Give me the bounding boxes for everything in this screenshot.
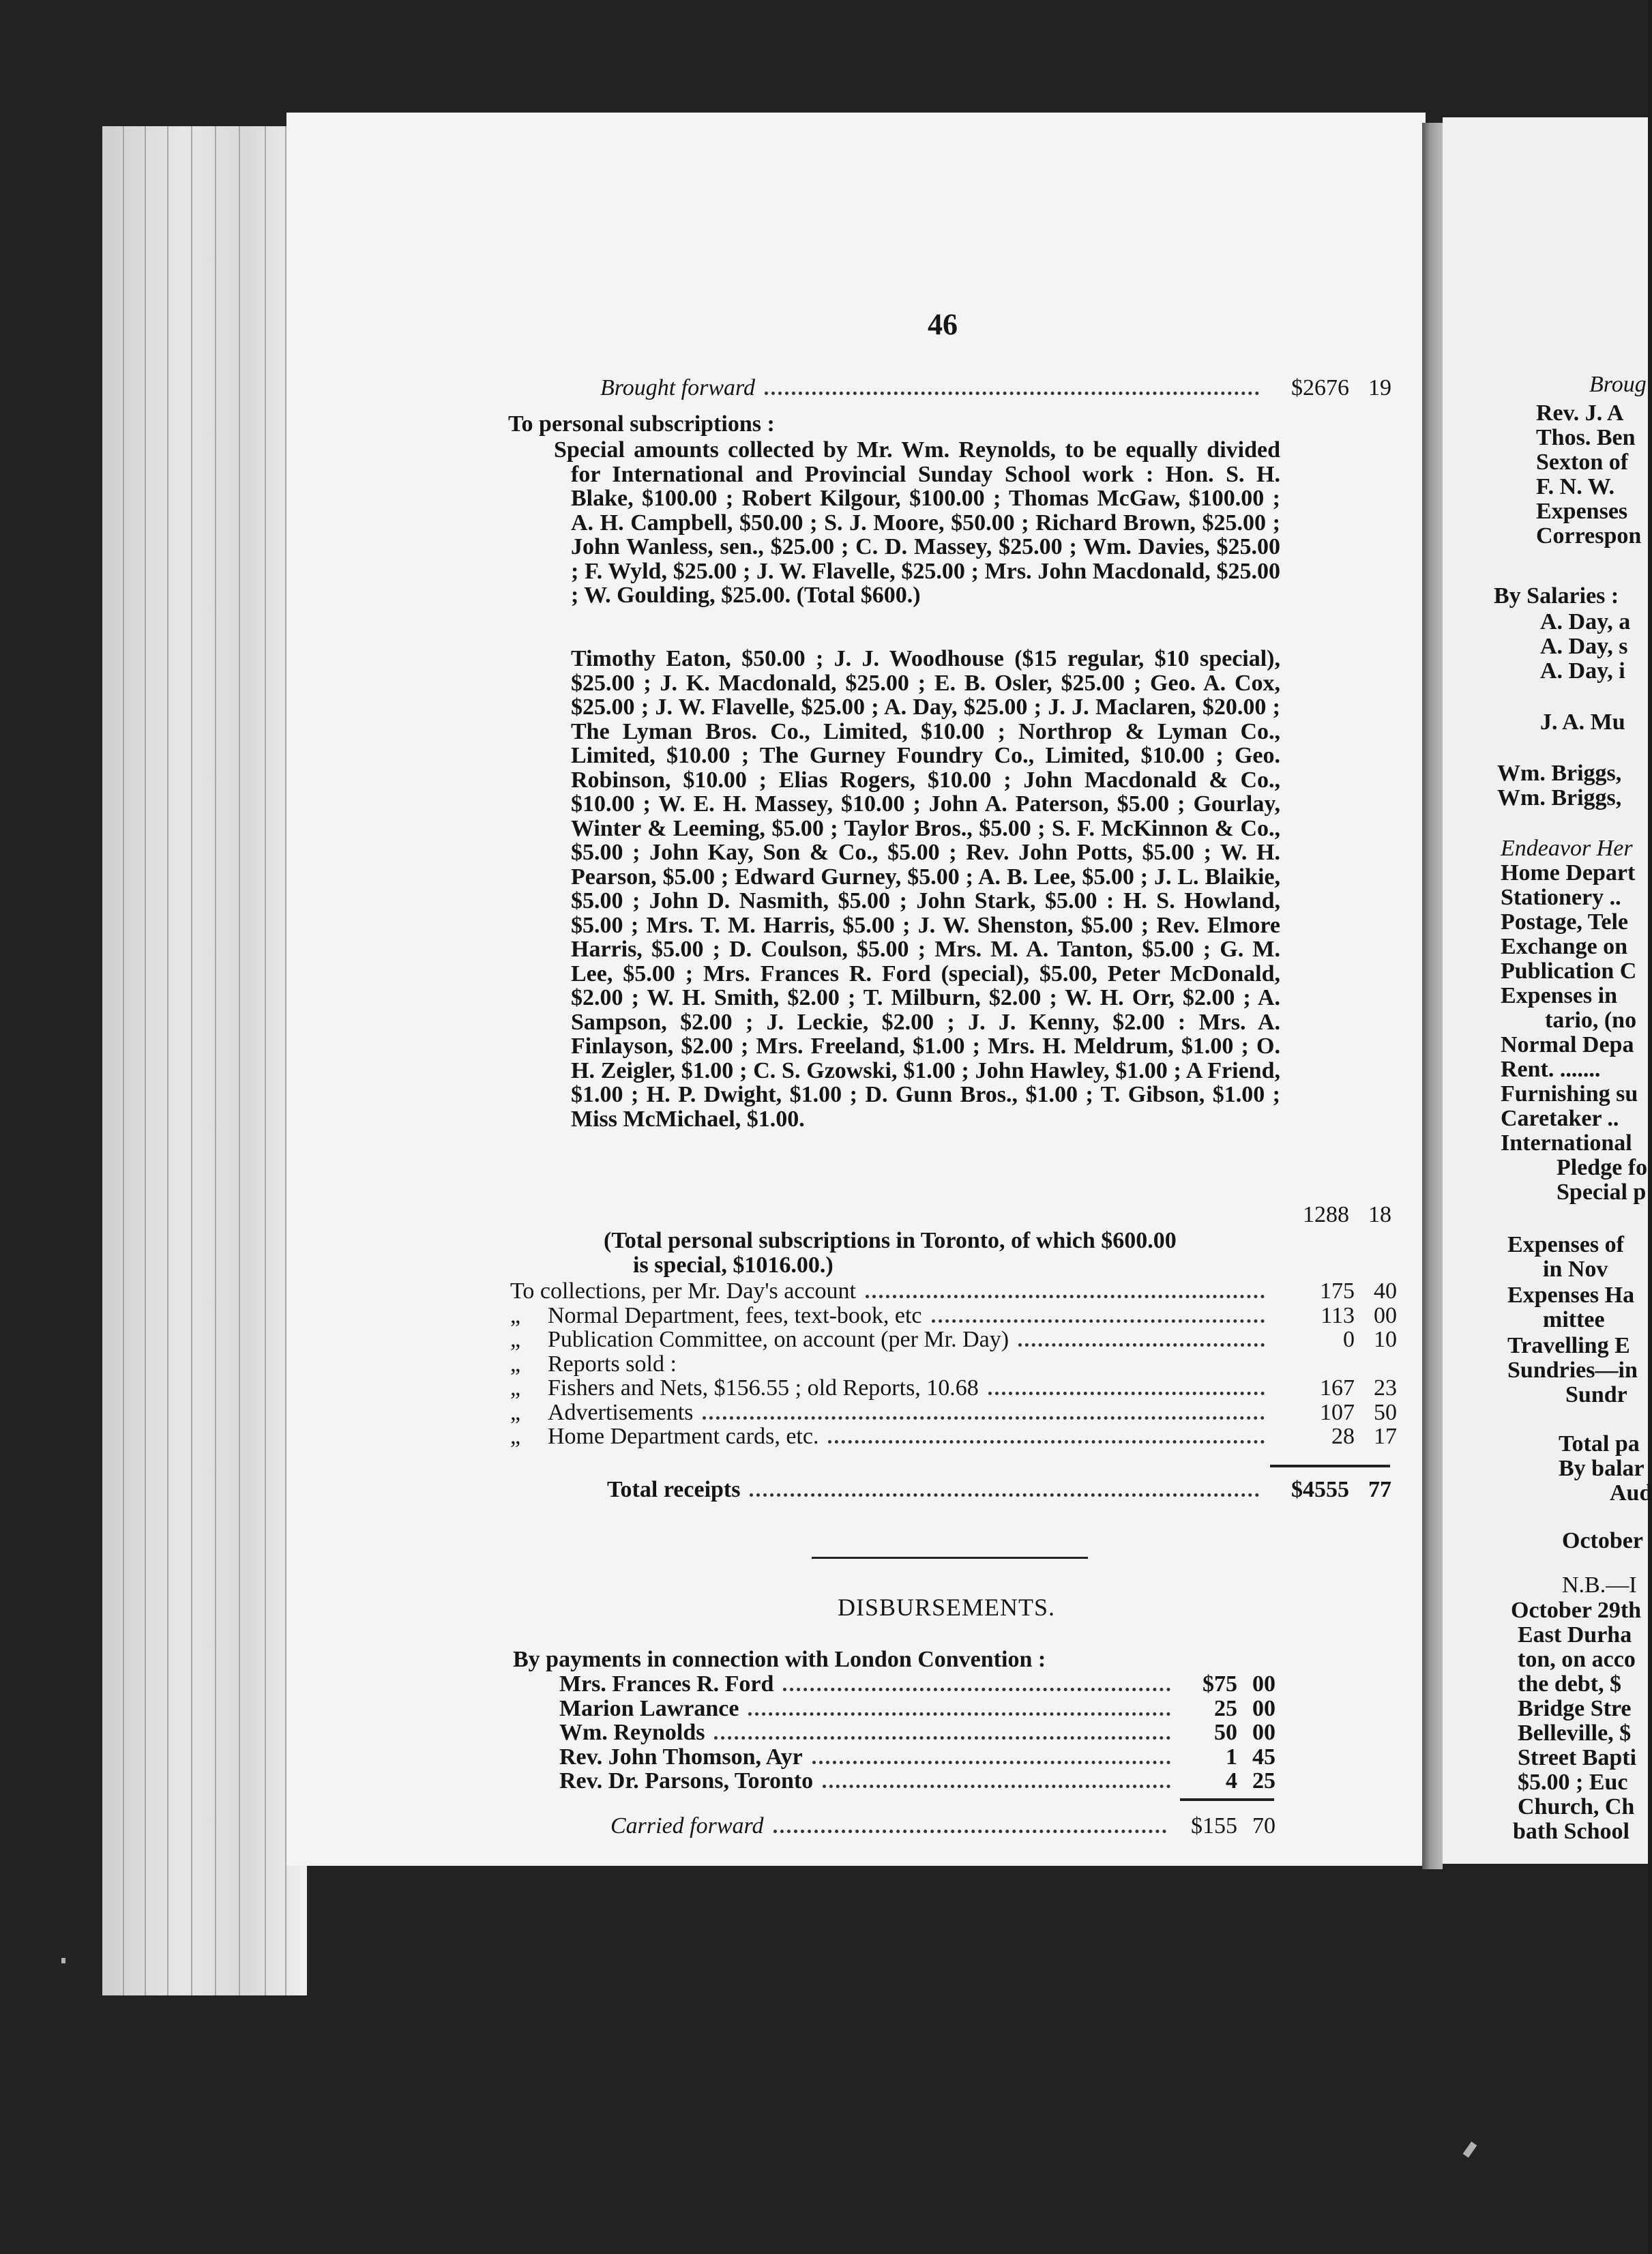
sum-rule bbox=[1270, 1465, 1390, 1467]
payments-list bbox=[559, 1671, 1275, 1793]
right-page-line: the debt, $ bbox=[1518, 1671, 1622, 1697]
right-page-line: mittee bbox=[1543, 1307, 1605, 1332]
right-page-line: October 29th bbox=[1511, 1598, 1642, 1623]
leader-dots bbox=[750, 1493, 1259, 1497]
brought-forward-row bbox=[600, 375, 1391, 403]
leader-dots bbox=[714, 1736, 1170, 1740]
collection-cents: 50 bbox=[1374, 1399, 1397, 1425]
right-page-line: Total pa bbox=[1559, 1431, 1640, 1457]
subscribers-amount-dollars: 1288 bbox=[1303, 1202, 1349, 1227]
right-page-line: in Nov bbox=[1543, 1257, 1608, 1282]
right-page-line: Rent. ....... bbox=[1501, 1057, 1601, 1082]
total-receipts-row bbox=[607, 1477, 1391, 1505]
collection-label: To collections, per Mr. Day's account bbox=[510, 1278, 856, 1304]
payment-cents: 45 bbox=[1252, 1744, 1275, 1770]
collection-label: Home Department cards, etc. bbox=[548, 1424, 819, 1449]
leader-dots bbox=[812, 1761, 1170, 1764]
right-page-line: Postage, Tele bbox=[1501, 909, 1628, 935]
brought-forward-label: Brought forward bbox=[600, 375, 756, 400]
right-page-line: Street Bapti bbox=[1518, 1745, 1637, 1770]
payment-amount bbox=[1180, 1768, 1275, 1794]
payment-label: Wm. Reynolds bbox=[559, 1720, 705, 1745]
total-receipts-dollars: $4555 bbox=[1291, 1477, 1349, 1502]
page-stack-edges bbox=[102, 126, 307, 1995]
payment-dollars: 50 bbox=[1214, 1720, 1237, 1745]
list-item bbox=[559, 1696, 1275, 1721]
right-page-line: A. Day, s bbox=[1540, 634, 1628, 659]
subscribers-amount-cents: 18 bbox=[1368, 1202, 1391, 1227]
list-item bbox=[510, 1278, 1397, 1303]
right-page-line: Normal Depa bbox=[1501, 1032, 1634, 1057]
right-page-line: Belleville, $ bbox=[1518, 1721, 1632, 1746]
right-page-line: East Durha bbox=[1518, 1622, 1632, 1648]
right-page-line: Expenses Ha bbox=[1507, 1283, 1635, 1308]
payment-cents: 00 bbox=[1252, 1671, 1275, 1697]
ditto-mark: „ bbox=[510, 1399, 521, 1425]
ditto-mark: „ bbox=[510, 1327, 521, 1352]
right-page-line: Expenses in bbox=[1501, 983, 1617, 1008]
list-item bbox=[559, 1720, 1275, 1744]
right-page-line: Pledge fo bbox=[1557, 1155, 1648, 1180]
right-page-line: $5.00 ; Euc bbox=[1518, 1770, 1628, 1795]
right-page-line: Stationery .. bbox=[1501, 885, 1621, 910]
right-page-line: Rev. J. A bbox=[1536, 400, 1624, 426]
payment-cents: 25 bbox=[1252, 1768, 1275, 1794]
payment-amount bbox=[1180, 1744, 1275, 1770]
collection-label: Publication Committee, on account (per Mr. Day) bbox=[548, 1327, 1009, 1352]
disbursements-heading: By payments in connection with London Convention : bbox=[513, 1647, 1046, 1672]
leader-dots bbox=[866, 1295, 1265, 1298]
right-page-line: Aud bbox=[1610, 1480, 1652, 1506]
list-item bbox=[510, 1375, 1397, 1400]
payment-label: Rev. Dr. Parsons, Toronto bbox=[559, 1768, 814, 1794]
list-item bbox=[510, 1400, 1397, 1424]
ditto-mark: „ bbox=[510, 1302, 521, 1328]
collection-dollars: 0 bbox=[1343, 1327, 1355, 1352]
collection-cents: 10 bbox=[1374, 1327, 1397, 1352]
collection-dollars: 107 bbox=[1320, 1399, 1355, 1425]
right-page-line: Church, Ch bbox=[1518, 1794, 1635, 1819]
right-page-line: Caretaker .. bbox=[1501, 1106, 1619, 1131]
total-receipts-cents: 77 bbox=[1368, 1477, 1391, 1502]
right-page-line: Bridge Stre bbox=[1518, 1696, 1632, 1721]
right-page-line: Travelling E bbox=[1507, 1333, 1630, 1358]
list-item bbox=[510, 1351, 1397, 1376]
subscribers-amount bbox=[1262, 1202, 1391, 1228]
payment-label: Marion Lawrance bbox=[559, 1695, 739, 1721]
book-gutter bbox=[1422, 123, 1443, 1869]
list-item bbox=[510, 1424, 1397, 1448]
receipts-heading: To personal subscriptions : bbox=[508, 411, 775, 437]
payment-dollars: 1 bbox=[1226, 1744, 1237, 1770]
leader-dots bbox=[823, 1785, 1170, 1788]
leader-dots bbox=[765, 392, 1259, 395]
total-receipts-label: Total receipts bbox=[607, 1477, 741, 1502]
collection-dollars: 167 bbox=[1320, 1375, 1355, 1401]
right-page-line: Expenses bbox=[1536, 499, 1628, 524]
carried-forward-dollars: $155 bbox=[1191, 1813, 1237, 1839]
collection-label: Normal Department, fees, text-book, etc bbox=[548, 1302, 922, 1328]
carried-forward-label: Carried forward bbox=[610, 1813, 764, 1839]
page-number: 46 bbox=[928, 308, 958, 341]
right-page-line: Expenses of bbox=[1507, 1232, 1624, 1257]
right-page-line: Endeavor Her bbox=[1501, 836, 1633, 861]
collection-cents: 00 bbox=[1374, 1302, 1397, 1328]
collection-dollars: 28 bbox=[1331, 1424, 1355, 1449]
brought-forward-dollars: $2676 bbox=[1291, 375, 1349, 400]
leader-dots bbox=[783, 1688, 1170, 1691]
ditto-mark: „ bbox=[510, 1351, 521, 1377]
payment-label: Rev. John Thomson, Ayr bbox=[559, 1744, 803, 1770]
carried-forward-cents: 70 bbox=[1252, 1813, 1275, 1839]
payment-amount bbox=[1180, 1720, 1275, 1746]
collection-cents: 23 bbox=[1374, 1375, 1397, 1401]
leader-dots bbox=[828, 1440, 1265, 1444]
leader-dots bbox=[773, 1830, 1166, 1833]
collection-amount bbox=[1274, 1400, 1397, 1426]
payment-amount bbox=[1180, 1671, 1275, 1697]
scan-speck bbox=[61, 1958, 65, 1963]
special-subscriptions-paragraph: Special amounts collected by Mr. Wm. Reynolds, to be equally divided for International and Provincial Sunday School work : Hon. S. H. Blake, $100.00 ; Robert Kilgour, $100.00 ; Thomas McGaw, $100.00 ; A. H. Campbell, $50.00 ; S. J. Moore, $50.00 ; Richard Brown, $25.00 ; John Wanless, sen., $25.00 ; C. D. Massey, $25.00 ; Wm. Davies, $25.00 ; F. Wyld, $25.00 ; J. W. Flavelle, $25.00 ; Mrs. John Macdonald, $25.00 ; W. Goulding, $25.00. (Total $600.) bbox=[554, 437, 1280, 608]
right-page-line: bath School bbox=[1513, 1819, 1629, 1844]
list-item bbox=[559, 1768, 1275, 1793]
collection-dollars: 113 bbox=[1321, 1302, 1355, 1328]
leader-dots bbox=[748, 1712, 1170, 1716]
collections-list bbox=[510, 1278, 1397, 1448]
payment-cents: 00 bbox=[1252, 1720, 1275, 1745]
leader-dots bbox=[703, 1416, 1265, 1420]
right-page-line: By balar bbox=[1559, 1456, 1644, 1481]
payment-dollars: 4 bbox=[1226, 1768, 1237, 1794]
disbursements-title: DISBURSEMENTS. bbox=[838, 1594, 1056, 1621]
total-note-line-1: (Total personal subscriptions in Toronto, of which $600.00 bbox=[604, 1228, 1177, 1253]
collection-label: Reports sold : bbox=[548, 1351, 677, 1377]
list-item bbox=[559, 1671, 1275, 1696]
collection-label: Advertisements bbox=[548, 1399, 694, 1425]
right-page-line: Special p bbox=[1557, 1180, 1647, 1205]
right-page-line: Thos. Ben bbox=[1536, 425, 1636, 450]
leader-dots bbox=[988, 1392, 1265, 1395]
total-note-line-2: is special, $1016.00.) bbox=[633, 1253, 834, 1278]
collection-amount bbox=[1274, 1424, 1397, 1450]
list-item bbox=[510, 1327, 1397, 1351]
right-page-line: Sundries—in bbox=[1507, 1358, 1638, 1383]
right-page-line: Sexton of bbox=[1536, 450, 1629, 475]
right-page-line: By Salaries : bbox=[1494, 583, 1619, 609]
leader-dots bbox=[932, 1319, 1265, 1323]
right-page-line: Broug bbox=[1589, 372, 1647, 397]
payment-label: Mrs. Frances R. Ford bbox=[559, 1671, 774, 1697]
payment-dollars: $75 bbox=[1203, 1671, 1237, 1697]
right-page-line: A. Day, a bbox=[1540, 609, 1631, 634]
right-page-line: Wm. Briggs, bbox=[1497, 785, 1622, 810]
right-page-line: J. A. Mu bbox=[1540, 709, 1625, 735]
right-page-line: Home Depart bbox=[1501, 860, 1636, 886]
list-item bbox=[510, 1303, 1397, 1328]
collection-amount bbox=[1274, 1327, 1397, 1353]
right-page-line: F. N. W. bbox=[1536, 474, 1614, 499]
subscribers-paragraph: Timothy Eaton, $50.00 ; J. J. Woodhouse ($15 regular, $10 special), $25.00 ; J. K. Macdonald, $25.00 ; E. B. Osler, $25.00 ; Geo. A. Cox, $25.00 ; J. W. Flavelle, $25.00 ; A. Day, $25.00 ; J. J. Maclaren, $20.00 ; The Lyman Bros. Co., Limited, $10.00 ; Northrop & Lyman Co., Limited, $10.00 ; The Gurney Foundry Co., Limited, $10.00 ; Geo. Robinson, $10.00 ; Elias Rogers, $10.00 ; John Macdonald & Co., $10.00 ; W. E. H. Massey, $10.00 ; John A. Paterson, $5.00 ; Gourlay, Winter & Leeming, $5.00 ; Taylor Bros., $5.00 ; S. F. McKinnon & Co., $5.00 ; John Kay, Son & Co., $5.00 ; Rev. John Potts, $5.00 ; W. H. Pearson, $5.00 ; Edward Gurney, $5.00 ; A. B. Lee, $5.00 ; J. L. Blaikie, $5.00 ; John D. Nasmith, $5.00 ; John Stark, $5.00 : H. S. Howland, $5.00 ; Mrs. T. M. Harris, $5.00 ; J. W. Shenston, $5.00 ; Rev. Elmore Harris, $5.00 ; D. Coulson, $5.00 ; Mrs. M. A. Tanton, $5.00 ; G. M. Lee, $5.00 ; Mrs. Frances R. Ford (special), $5.00, Peter McDonald, $2.00 ; W. H. Smith, $2.00 ; T. Milburn, $2.00 ; W. H. Orr, $2.00 ; A. Sampson, $2.00 ; J. Leckie, $2.00 ; J. J. Kenny, $2.00 : Mrs. A. Finlayson, $2.00 ; Mrs. Freeland, $1.00 ; Mrs. H. Meldrum, $1.00 ; O. H. Zeigler, $1.00 ; C. S. Gzowski, $1.00 ; John Hawley, $1.00 ; A Friend, $1.00 ; H. P. Dwight, $1.00 ; D. Gunn Bros., $1.00 ; T. Gibson, $1.00 ; Miss McMichael, $1.00. bbox=[571, 646, 1280, 1132]
collection-cents: 17 bbox=[1374, 1424, 1397, 1449]
carried-forward-row bbox=[610, 1813, 1275, 1841]
ditto-mark: „ bbox=[510, 1424, 521, 1449]
collection-cents: 40 bbox=[1374, 1278, 1397, 1304]
right-page-line: tario, (no bbox=[1545, 1008, 1637, 1033]
section-divider bbox=[812, 1557, 1088, 1559]
right-page-line: International bbox=[1501, 1130, 1632, 1156]
collection-amount bbox=[1274, 1303, 1397, 1329]
sum-rule bbox=[1180, 1798, 1274, 1801]
right-page-line: Publication C bbox=[1501, 958, 1637, 984]
collection-amount bbox=[1274, 1375, 1397, 1401]
right-page-line: October bbox=[1562, 1528, 1643, 1553]
right-page-line: A. Day, i bbox=[1540, 658, 1625, 684]
list-item bbox=[559, 1744, 1275, 1769]
payment-amount bbox=[1180, 1696, 1275, 1722]
right-page-line: Correspon bbox=[1536, 523, 1642, 548]
ditto-mark: „ bbox=[510, 1375, 521, 1401]
right-page-line: ton, on acco bbox=[1518, 1647, 1636, 1672]
collection-dollars: 175 bbox=[1320, 1278, 1355, 1304]
right-page-line: N.B.—I bbox=[1562, 1572, 1637, 1598]
right-page-line: Exchange on bbox=[1501, 934, 1628, 959]
right-page-line: Sundr bbox=[1565, 1382, 1627, 1407]
collection-label: Fishers and Nets, $156.55 ; old Reports, 10.68 bbox=[548, 1375, 979, 1401]
payment-dollars: 25 bbox=[1214, 1695, 1237, 1721]
right-page-line: Furnishing su bbox=[1501, 1081, 1638, 1107]
leader-dots bbox=[1018, 1343, 1265, 1347]
right-page-line: Wm. Briggs, bbox=[1497, 761, 1622, 786]
collection-amount bbox=[1274, 1278, 1397, 1304]
payment-cents: 00 bbox=[1252, 1695, 1275, 1721]
brought-forward-cents: 19 bbox=[1368, 375, 1391, 400]
